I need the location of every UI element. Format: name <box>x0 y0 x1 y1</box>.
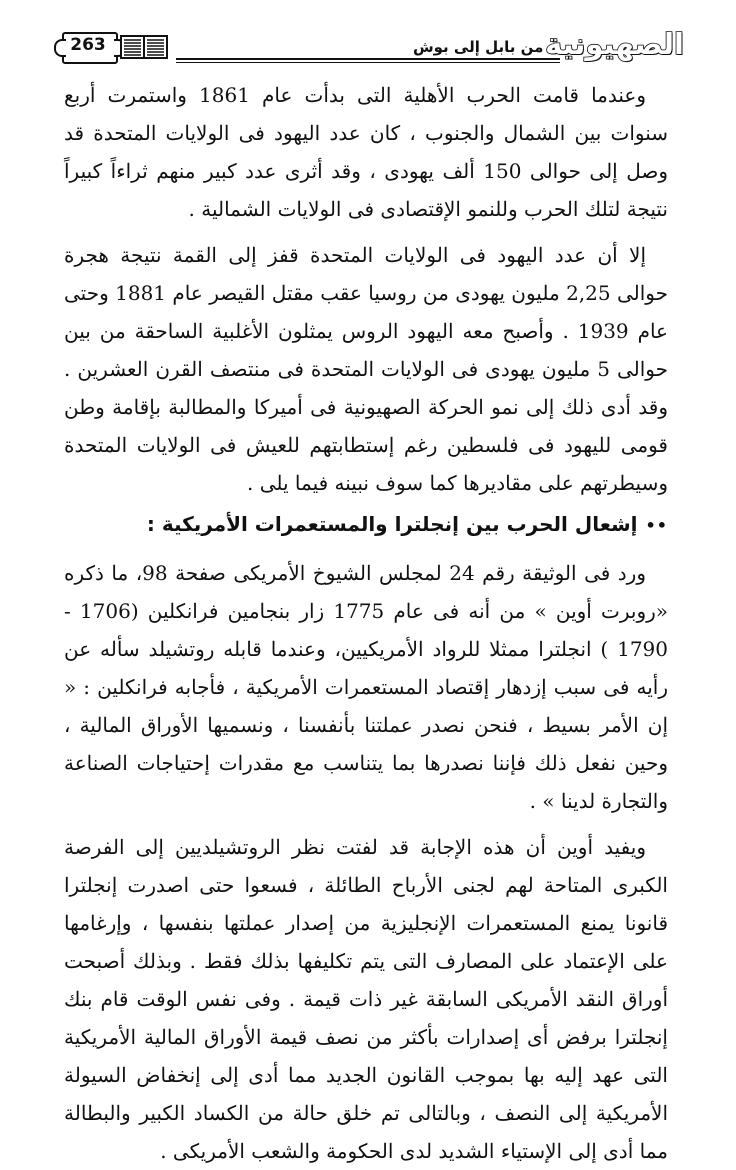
section-heading <box>64 506 668 544</box>
paragraph-4: ويفيد أوين أن هذه الإجابة قد لفتت نظر الروتشيلديين إلى الفرصة الكبرى المتاحة لهم لجنى الأرباح الطائلة ، فسعوا حتى اصدرت إنجلترا قانونا يمنع المستعمرات الإنجليزية من إصدار عملتها بنفسها ، وإرغامها على الإعتماد على المصارف التى يتم تكليفها بذلك فقط . وبذلك أصبحت أوراق النقد الأمريكى السابقة غير ذات قيمة . وفى نفس الوقت قام بنك إنجلترا برفض أى إصدارات بأكثر من نصف قيمة الأوراق المالية الأمريكية التى عهد إليه بها بموجب القانون الجديد مما أدى إلى إنخفاض السيولة الأمريكية إلى النصف ، وبالتالى تم خلق حالة من الكساد الكبير والبطالة مما أدى إلى الإستياء الشديد لدى الحكومة والشعب الأمريكى . <box>64 834 668 1163</box>
double-dot-bullet-icon: •• <box>645 515 668 535</box>
paragraph-2: إلا أن عدد اليهود فى الولايات المتحدة قفز إلى القمة نتيجة هجرة حوالى 2,25 مليون يهودى من روسيا عقب مقتل القيصر عام 1881 وحتى عام 1939 . وأصبح معه اليهود الروس يمثلون الأغلبية الساحقة من بين حوالى 5 مليون يهودى فى الولايات المتحدة فى منتصف القرن العشرين . وقد أدى ذلك إلى نمو الحركة الصهيونية فى أميركا والمطالبة بإقامة وطن قومى لليهود فى فلسطين رغم إستطابتهم للعيش فى الولايات المتحدة وسيطرتهم على مقاديرها كما سوف نبينه فيما يلى . <box>64 243 669 495</box>
paragraph-3: ورد فى الوثيقة رقم 24 لمجلس الشيوخ الأمريكى صفحة 98، ما ذكره «روبرت أوين » من أنه فى عام 1775 زار بنجامين فرانكلين (1706 - 1790 ) انجلترا ممثلا للرواد الأمريكيين، وعندما قابله روتشيلد سأله عن رأيه فى سبب إزدهار إقتصاد المستعمرات الأمريكية ، فأجابه فرانكلين : « إن الأمر بسيط ، فنحن نصدر عملتنا بأنفسنا ، ونسميها الأوراق المالية ، وحين نفعل ذلك فإننا نصدرها بما يتناسب مع مقدرات إحتياجات الصناعة والتجارة لدينا » . <box>64 560 669 813</box>
book-subtitle: .. من بابل إلى بوش <box>407 38 566 56</box>
page-number-badge <box>60 32 172 62</box>
running-header <box>60 24 684 68</box>
header-rule <box>176 58 560 60</box>
open-book-icon <box>120 34 168 60</box>
header-rule-thin <box>176 62 560 63</box>
section-heading-title: إشعال الحرب بين إنجلترا والمستعمرات الأمريكية : <box>146 512 638 536</box>
main-text <box>64 76 668 1170</box>
book-title: الصهيونية <box>545 27 684 61</box>
page-number: 263 <box>70 35 106 55</box>
paragraph-1: وعندما قامت الحرب الأهلية التى بدأت عام 1861 واستمرت أربع سنوات بين الشمال والجنوب ، كان عدد اليهود فى الولايات المتحدة قد وصل إلى حوالى 150 ألف يهودى ، وقد أثرى عدد كبير منهم ثراءاً كبيراً نتيجة لتلك الحرب وللنمو الإقتصادى فى الولايات الشمالية . <box>64 83 668 221</box>
